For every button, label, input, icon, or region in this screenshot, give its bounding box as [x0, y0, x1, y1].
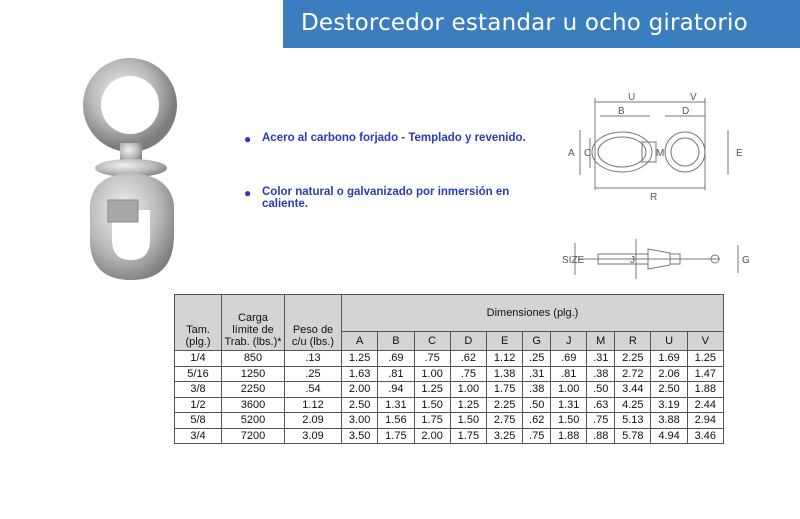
table-cell: .75: [523, 428, 551, 444]
table-cell: 1.56: [378, 413, 414, 429]
title-bar: [283, 0, 800, 48]
dimension-diagram-top: [560, 90, 760, 210]
dim-label-c: C: [584, 148, 592, 159]
dim-column-header: E: [487, 332, 523, 351]
dim-column-header: D: [450, 332, 486, 351]
table-cell: .50: [523, 397, 551, 413]
table-cell: 1.88: [687, 382, 723, 398]
feature-item: [242, 186, 542, 210]
table-cell: 1.47: [687, 366, 723, 382]
table-cell: 3.44: [615, 382, 651, 398]
table-cell: 1.00: [450, 382, 486, 398]
specs-table: [174, 294, 724, 444]
table-cell: 1/4: [175, 351, 222, 367]
table-cell: .25: [285, 366, 342, 382]
table-cell: 2.25: [615, 351, 651, 367]
dim-column-header: U: [651, 332, 687, 351]
dim-label-size: SIZE: [562, 255, 585, 266]
table-row: [175, 397, 724, 413]
table-cell: 1.75: [378, 428, 414, 444]
table-cell: .38: [587, 366, 615, 382]
table-cell: 1.25: [450, 397, 486, 413]
table-cell: .75: [414, 351, 450, 367]
dim-column-header: C: [414, 332, 450, 351]
table-cell: 1.12: [285, 397, 342, 413]
dim-label-d: D: [682, 106, 690, 117]
table-cell: 1.25: [414, 382, 450, 398]
swivel-photo: [70, 55, 200, 285]
table-cell: .81: [551, 366, 587, 382]
table-cell: 1.00: [551, 382, 587, 398]
dim-column-header: J: [551, 332, 587, 351]
table-cell: 1.63: [342, 366, 378, 382]
feature-item: [242, 132, 542, 144]
table-cell: 3/8: [175, 382, 222, 398]
feature-text: Color natural o galvanizado por inmersión en caliente.: [262, 186, 510, 210]
table-cell: 3/4: [175, 428, 222, 444]
table-cell: 2250: [222, 382, 285, 398]
table-cell: 1.88: [551, 428, 587, 444]
table-cell: 5200: [222, 413, 285, 429]
header-size: Tam. (plg.): [175, 295, 222, 351]
table-cell: .88: [587, 428, 615, 444]
table-cell: 5.78: [615, 428, 651, 444]
table-cell: 1.00: [414, 366, 450, 382]
table-cell: 4.94: [651, 428, 687, 444]
table-cell: .81: [378, 366, 414, 382]
header-load: Carga límite de Trab. (lbs.)*: [222, 295, 285, 351]
table-cell: 2.72: [615, 366, 651, 382]
table-cell: 1.38: [487, 366, 523, 382]
dim-label-r: R: [650, 192, 658, 203]
dim-label-u: U: [628, 92, 636, 103]
table-cell: .13: [285, 351, 342, 367]
table-cell: .62: [523, 413, 551, 429]
dim-column-header: A: [342, 332, 378, 351]
table-cell: .54: [285, 382, 342, 398]
table-row: [175, 413, 724, 429]
table-cell: 3600: [222, 397, 285, 413]
dim-column-header: G: [523, 332, 551, 351]
table-row: [175, 382, 724, 398]
table-cell: .38: [523, 382, 551, 398]
table-cell: .69: [551, 351, 587, 367]
feature-text: Acero al carbono forjado - Templado y revenido.: [262, 132, 526, 144]
dim-column-header: V: [687, 332, 723, 351]
header-weight: Peso de c/u (lbs.): [285, 295, 342, 351]
table-cell: 1250: [222, 366, 285, 382]
table-cell: 3.88: [651, 413, 687, 429]
table-cell: 3.50: [342, 428, 378, 444]
table-cell: 850: [222, 351, 285, 367]
table-cell: 3.00: [342, 413, 378, 429]
dim-column-header: R: [615, 332, 651, 351]
table-cell: .75: [450, 366, 486, 382]
table-cell: .63: [587, 397, 615, 413]
bullet-icon: ●: [244, 132, 252, 146]
table-cell: 2.00: [342, 382, 378, 398]
dim-label-m: M: [656, 148, 665, 159]
table-cell: 1.31: [551, 397, 587, 413]
table-cell: 2.50: [651, 382, 687, 398]
table-row: [175, 428, 724, 444]
table-cell: 1.31: [378, 397, 414, 413]
table-cell: 1.50: [450, 413, 486, 429]
table-cell: 1.75: [487, 382, 523, 398]
table-cell: 4.25: [615, 397, 651, 413]
table-cell: 1.25: [342, 351, 378, 367]
dim-label-j: J: [630, 255, 635, 266]
table-row: [175, 351, 724, 367]
table-cell: 5.13: [615, 413, 651, 429]
dim-column-header: M: [587, 332, 615, 351]
table-cell: 7200: [222, 428, 285, 444]
table-cell: 3.19: [651, 397, 687, 413]
table-cell: .31: [587, 351, 615, 367]
table-cell: .25: [523, 351, 551, 367]
table-cell: 1.69: [651, 351, 687, 367]
page-title: Destorcedor estandar u ocho giratorio: [301, 10, 748, 36]
dim-label-b: B: [618, 106, 625, 117]
table-cell: 5/8: [175, 413, 222, 429]
dim-label-e: E: [736, 148, 743, 159]
table-cell: .94: [378, 382, 414, 398]
table-cell: .69: [378, 351, 414, 367]
header-dimensions: Dimensiones (plg.): [342, 295, 724, 332]
table-cell: 5/16: [175, 366, 222, 382]
table-cell: 1/2: [175, 397, 222, 413]
dimension-diagram-bottom: [560, 235, 760, 283]
table-row: [175, 366, 724, 382]
table-cell: 2.50: [342, 397, 378, 413]
table-cell: .31: [523, 366, 551, 382]
table-cell: 2.75: [487, 413, 523, 429]
table-cell: 1.25: [687, 351, 723, 367]
table-cell: 1.50: [414, 397, 450, 413]
table-cell: 2.00: [414, 428, 450, 444]
table-cell: 3.09: [285, 428, 342, 444]
table-cell: 2.44: [687, 397, 723, 413]
bullet-icon: ●: [244, 186, 252, 200]
table-cell: 1.12: [487, 351, 523, 367]
table-cell: 2.09: [285, 413, 342, 429]
table-cell: 1.75: [450, 428, 486, 444]
dim-label-g: G: [742, 255, 750, 266]
table-cell: 2.25: [487, 397, 523, 413]
table-cell: .75: [587, 413, 615, 429]
dim-label-v: V: [690, 92, 697, 103]
table-cell: 1.75: [414, 413, 450, 429]
table-cell: .50: [587, 382, 615, 398]
dim-label-a: A: [568, 148, 575, 159]
table-cell: .62: [450, 351, 486, 367]
table-cell: 2.06: [651, 366, 687, 382]
table-cell: 1.50: [551, 413, 587, 429]
dim-column-header: B: [378, 332, 414, 351]
feature-list: [242, 132, 542, 210]
table-cell: 2.94: [687, 413, 723, 429]
table-cell: 3.46: [687, 428, 723, 444]
table-cell: 3.25: [487, 428, 523, 444]
